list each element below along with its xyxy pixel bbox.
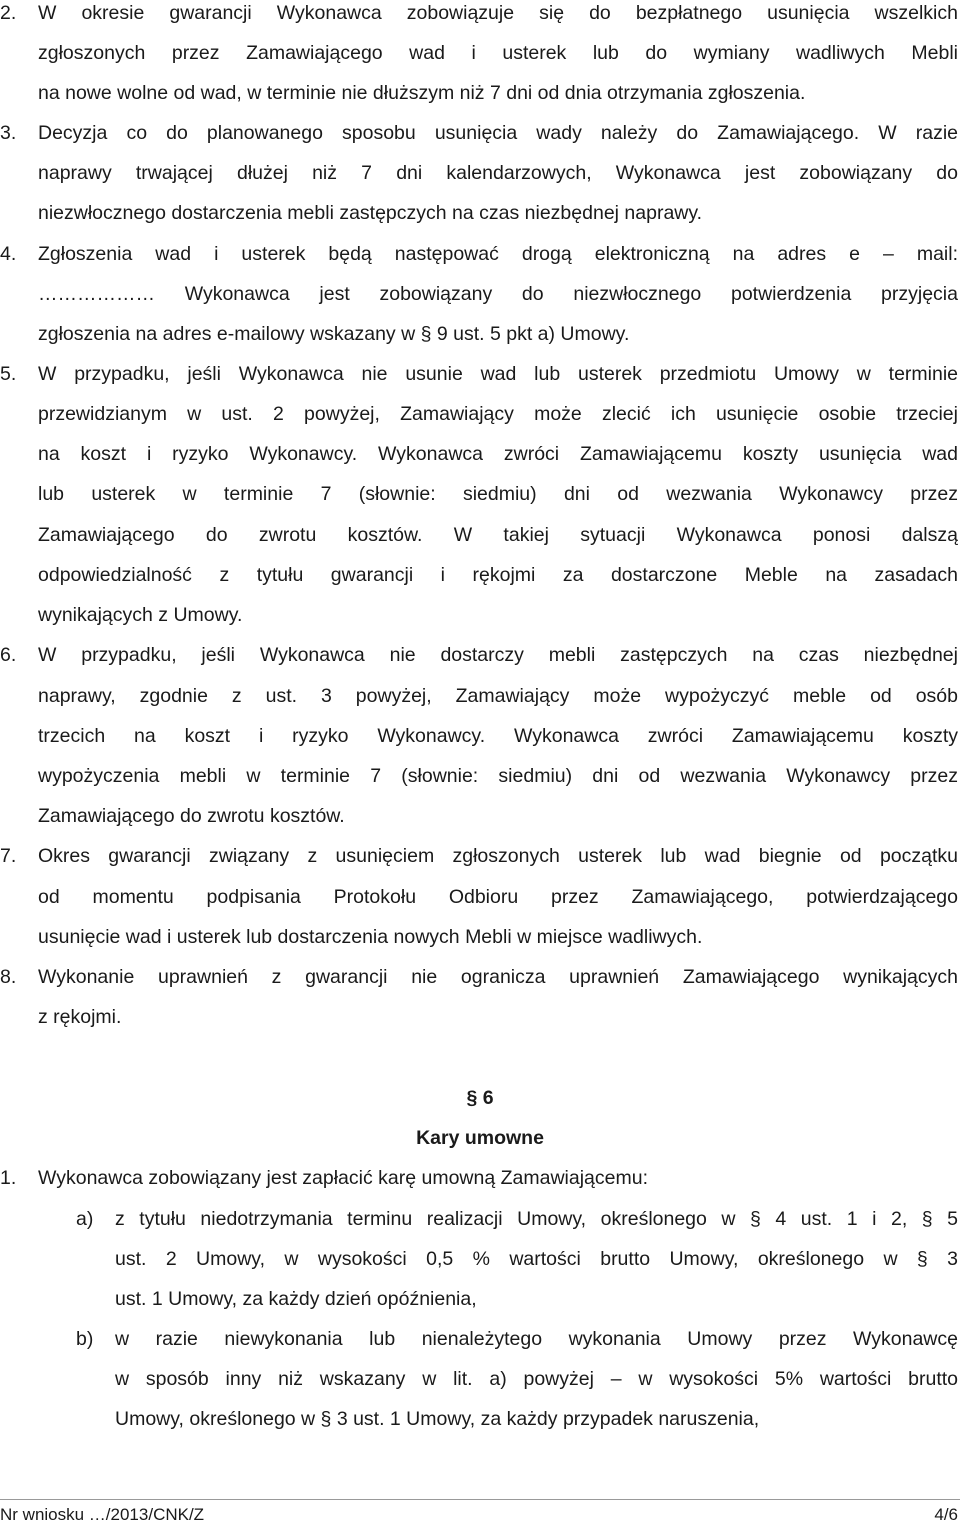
list-item-line: lub usterek w terminie 7 (słownie: siedmiu) dni od wezwania Wykonawcy przez: [38, 483, 958, 505]
list-item-line: na koszt i ryzyko Wykonawcy. Wykonawca zwróci Zamawiającemu koszty usunięcia wad: [38, 443, 958, 465]
item-number: 8.: [0, 966, 17, 988]
section-number: § 6: [466, 1087, 494, 1109]
list-item-line: 2. W okresie gwarancji Wykonawca zobowiązuje się do bezpłatnego usunięcia wszelkich: [0, 2, 958, 24]
list-item-line: od momentu podpisania Protokołu Odbioru przez Zamawiającego, potwierdzającego: [38, 886, 958, 908]
sub-item-line: w sposób inny niż wskazany w lit. a) powyżej – w wysokości 5% wartości brutto: [115, 1368, 958, 1390]
list-item-line: trzecich na koszt i ryzyko Wykonawcy. Wykonawca zwróci Zamawiającemu koszty: [38, 725, 958, 747]
list-item-line: zgłoszonych przez Zamawiającego wad i usterek lub do wymiany wadliwych Mebli: [38, 42, 958, 64]
page-number: 4/6: [934, 1505, 958, 1524]
footer-divider: [0, 1499, 960, 1500]
list-item-line: zgłoszenia na adres e-mailowy wskazany w § 9 ust. 5 pkt a) Umowy.: [38, 323, 630, 345]
item-number: 6.: [0, 644, 17, 666]
list-item-line: na nowe wolne od wad, w terminie nie dłuższym niż 7 dni od dnia otrzymania zgłoszenia.: [38, 82, 806, 104]
list-item-line: 8. Wykonanie uprawnień z gwarancji nie ogranicza uprawnień Zamawiającego wynikających: [0, 966, 958, 988]
list-item-line: wypożyczenia mebli w terminie 7 (słownie: siedmiu) dni od wezwania Wykonawcy przez: [38, 765, 958, 787]
sub-item-line: a) z tytułu niedotrzymania terminu realizacji Umowy, określonego w § 4 ust. 1 i 2, § 5: [76, 1208, 958, 1230]
list-item-line: 1. Wykonawca zobowiązany jest zapłacić karę umowną Zamawiającemu:: [0, 1167, 649, 1189]
sub-item-line: ust. 2 Umowy, w wysokości 0,5 % wartości brutto Umowy, określonego w § 3: [115, 1248, 958, 1270]
list-item-line: naprawy, zgodnie z ust. 3 powyżej, Zamawiający może wypożyczyć meble od osób: [38, 685, 958, 707]
item-number: 7.: [0, 845, 17, 867]
sub-item-letter: a): [76, 1208, 94, 1230]
application-number: Nr wniosku …/2013/CNK/Z: [0, 1505, 205, 1524]
list-item-line: z rękojmi.: [38, 1006, 122, 1028]
list-item-line: przewidzianym w ust. 2 powyżej, Zamawiający może zlecić ich usunięcie osobie trzeciej: [38, 403, 958, 425]
sub-item-line: ust. 1 Umowy, za każdy dzień opóźnienia,: [115, 1288, 477, 1310]
item-number: 3.: [0, 122, 17, 144]
list-item-line: odpowiedzialność z tytułu gwarancji i rękojmi za dostarczone Meble na zasadach: [38, 564, 958, 586]
list-item-line: 6. W przypadku, jeśli Wykonawca nie dostarczy mebli zastępczych na czas niezbędnej: [0, 644, 958, 666]
item-number: 5.: [0, 363, 17, 385]
list-item-line: usunięcie wad i usterek lub dostarczenia nowych Mebli w miejsce wadliwych.: [38, 926, 703, 948]
list-item-line: niezwłocznego dostarczenia mebli zastępczych na czas niezbędnej naprawy.: [38, 202, 703, 224]
list-item-line: wynikających z Umowy.: [38, 604, 243, 626]
list-item-line: 7. Okres gwarancji związany z usunięciem zgłoszonych usterek lub wad biegnie od początku: [0, 845, 958, 867]
sub-item-line: b) w razie niewykonania lub nienależytego wykonania Umowy przez Wykonawcę: [76, 1328, 958, 1350]
sub-item-letter: b): [76, 1328, 94, 1350]
section-title: Kary umowne: [416, 1127, 544, 1149]
list-item-line: naprawy trwającej dłużej niż 7 dni kalendarzowych, Wykonawca jest zobowiązany do: [38, 162, 958, 184]
list-item-line: 3. Decyzja co do planowanego sposobu usunięcia wady należy do Zamawiającego. W razie: [0, 122, 958, 144]
list-item-line: 5. W przypadku, jeśli Wykonawca nie usunie wad lub usterek przedmiotu Umowy w terminie: [0, 363, 958, 385]
list-item-line: Zamawiającego do zwrotu kosztów.: [38, 805, 345, 827]
list-item-line: ……………… Wykonawca jest zobowiązany do niezwłocznego potwierdzenia przyjęcia: [38, 283, 958, 305]
list-item-line: 4. Zgłoszenia wad i usterek będą następować drogą elektroniczną na adres e – mail:: [0, 243, 958, 265]
item-number: 1.: [0, 1167, 17, 1189]
page-footer: [0, 1499, 960, 1525]
list-item-line: Zamawiającego do zwrotu kosztów. W takiej sytuacji Wykonawca ponosi dalszą: [38, 524, 958, 546]
item-number: 4.: [0, 243, 17, 265]
item-number: 2.: [0, 2, 17, 24]
sub-item-line: Umowy, określonego w § 3 ust. 1 Umowy, za każdy przypadek naruszenia,: [115, 1408, 760, 1430]
